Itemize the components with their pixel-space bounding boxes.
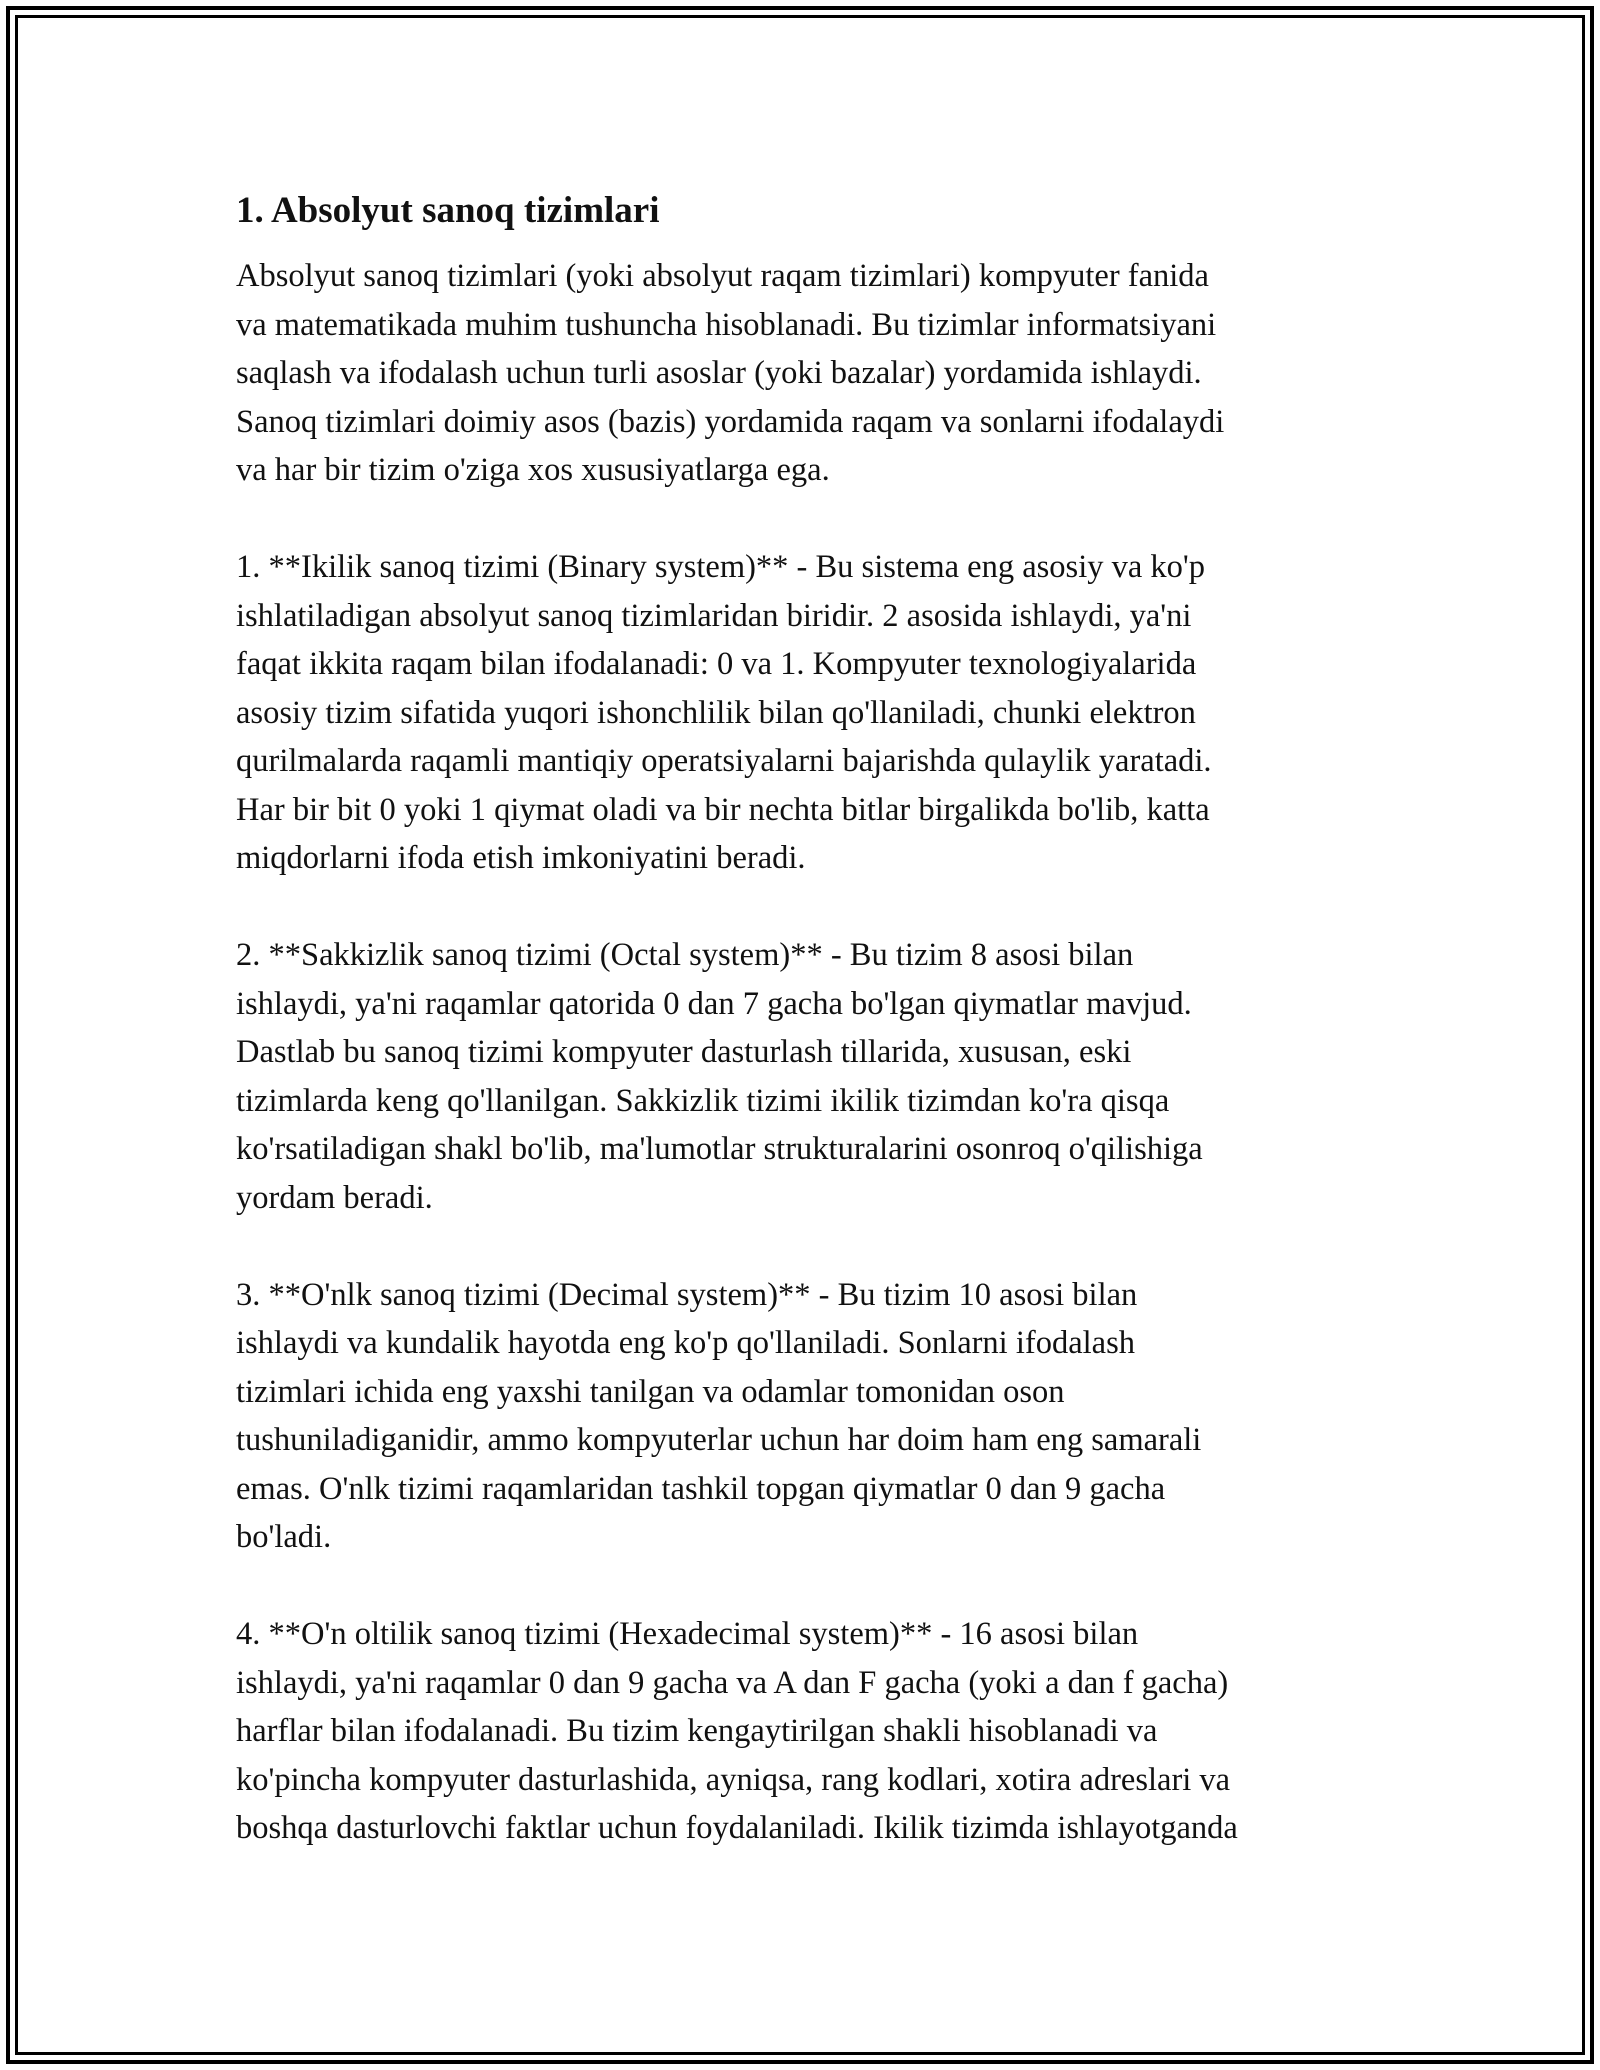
document-title: 1. Absolyut sanoq tizimlari [236,190,660,231]
binary-system-paragraph: 1. **Ikilik sanoq tizimi (Binary system)** - Bu sistema eng asosiy va ko'p ishlatiladigan absolyut sanoq tizimlaridan biridir. 2 asosida ishlaydi, ya'ni faqat ikkita raqam bilan ifodalanadi: 0 va 1. Kompyuter texnologiyalarida asosiy tizim sifatida yuqori ishonchlilik bilan qo'llaniladi, chunki elektron qurilmalarda raqamli mantiqiy operatsiyalarni bajarishda qulaylik yaratadi. Har bir bit 0 yoki 1 qiymat oladi va bir nechta bitlar birgalikda bo'lib, katta miqdorlarni ifoda etish imkoniyatini beradi. [236,549,1212,876]
document-body [236,186,1386,1901]
decimal-system-paragraph: 3. **O'nlk sanoq tizimi (Decimal system)** - Bu tizim 10 asosi bilan ishlaydi va kundalik hayotda eng ko'p qo'llaniladi. Sonlarni ifodalash tizimlari ichida eng yaxshi tanilgan va odamlar tomonidan oson tushuniladiganidir, ammo kompyuterlar uchun har doim ham eng samarali emas. O'nlk tizimi raqamlaridan tashkil topgan qiymatlar 0 dan 9 gacha bo'ladi. [236,1276,1202,1555]
octal-system-paragraph: 2. **Sakkizlik sanoq tizimi (Octal system)** - Bu tizim 8 asosi bilan ishlaydi, ya'ni raqamlar qatorida 0 dan 7 gacha bo'lgan qiymatlar mavjud. Dastlab bu sanoq tizimi kompyuter dasturlash tillarida, xususan, eski tizimlarda keng qo'llanilgan. Sakkizlik tizimi ikilik tizimdan ko'ra qisqa ko'rsatiladigan shakl bo'lib, ma'lumotlar strukturalarini osonroq o'qilishiga yordam beradi. [236,937,1203,1216]
intro-paragraph: Absolyut sanoq tizimlari (yoki absolyut raqam tizimlari) kompyuter fanida va matematikada muhim tushuncha hisoblanadi. Bu tizimlar informatsiyani saqlash va ifodalash uchun turli asoslar (yoki bazalar) yordamida ishlaydi. Sanoq tizimlari doimiy asos (bazis) yordamida raqam va sonlarni ifodalaydi va har bir tizim o'ziga xos xususiyatlarga ega. [236,258,1225,488]
hexadecimal-system-paragraph: 4. **O'n oltilik sanoq tizimi (Hexadecimal system)** - 16 asosi bilan ishlaydi, ya'ni raqamlar 0 dan 9 gacha va A dan F gacha (yoki a dan f gacha) harflar bilan ifodalanadi. Bu tizim kengaytirilgan shakli hisoblanadi va ko'pincha kompyuter dasturlashida, ayniqsa, rang kodlari, xotira adreslari va boshqa dasturlovchi faktlar uchun foydalaniladi. Ikilik tizimda ishlayotganda [236,1616,1238,1846]
